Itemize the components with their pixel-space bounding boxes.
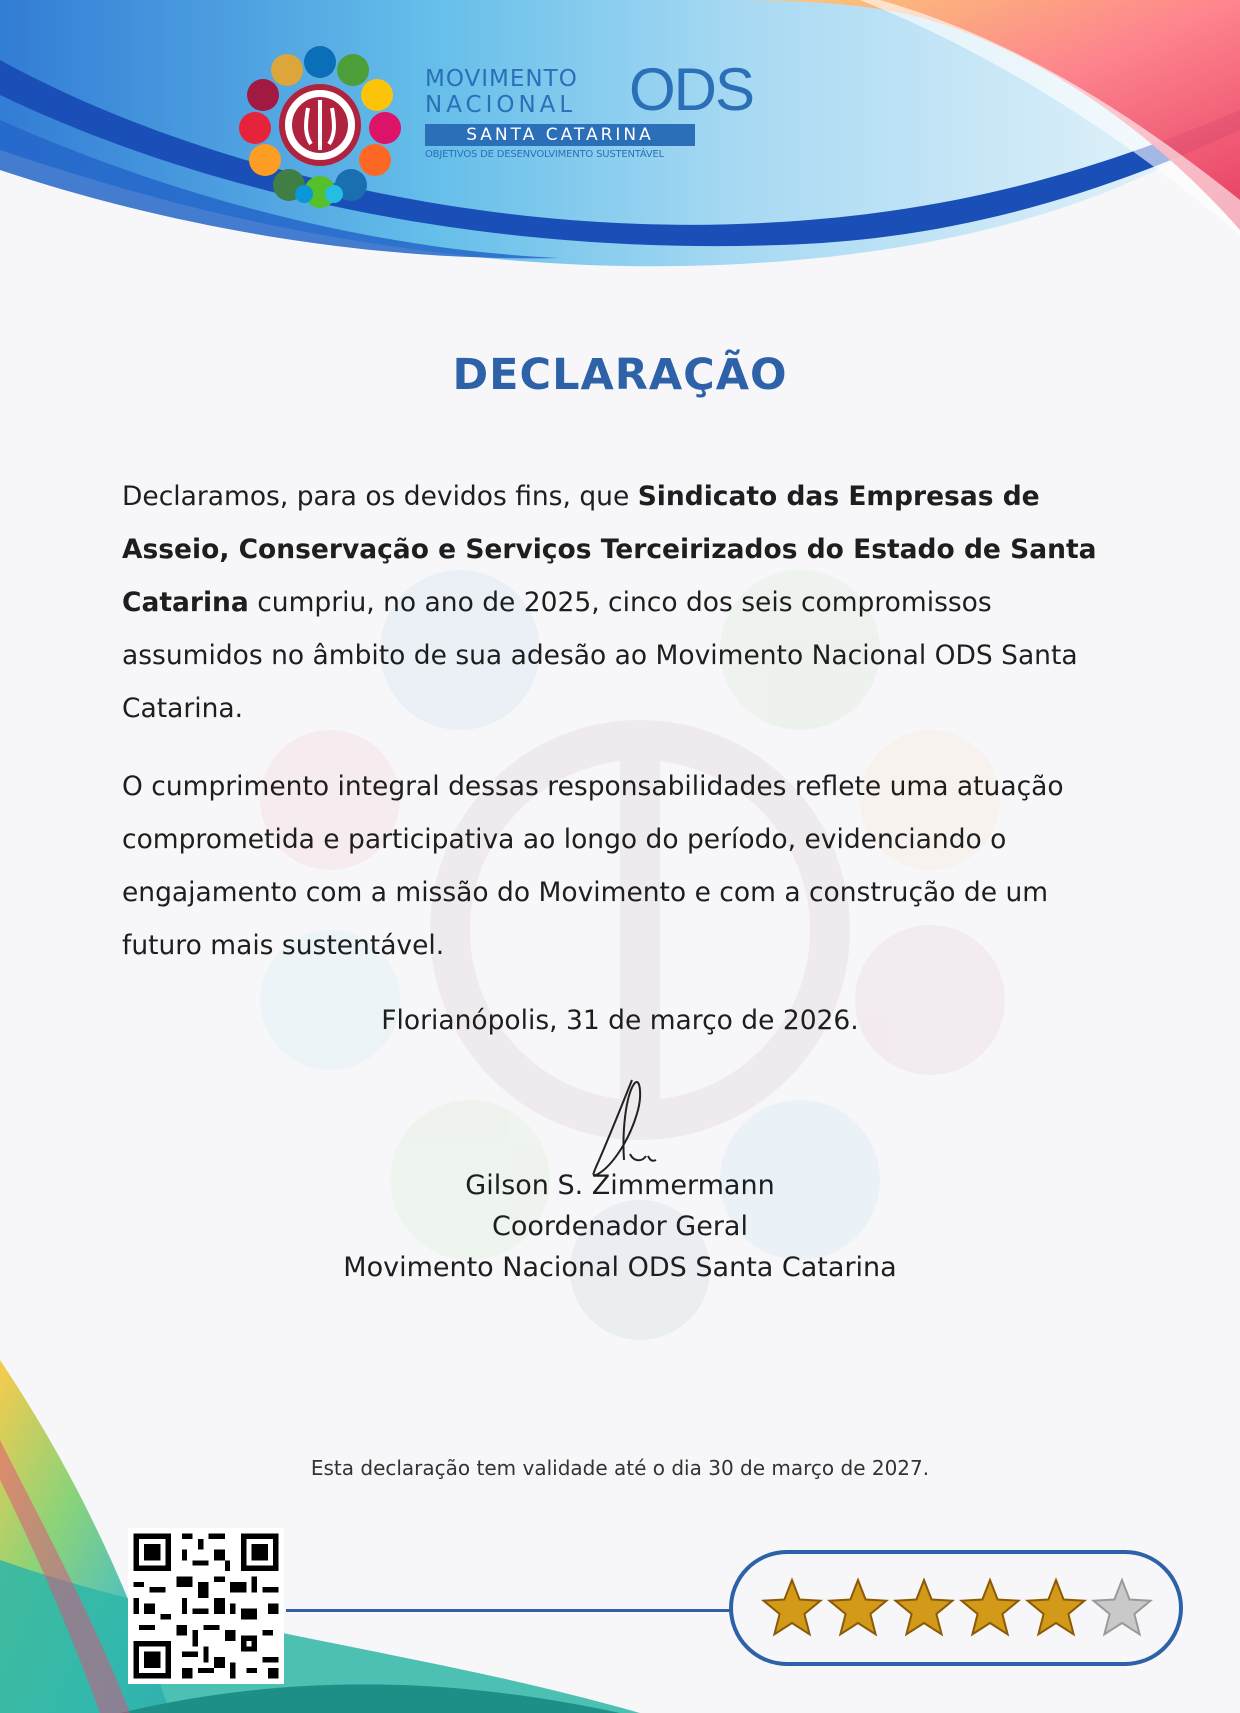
star-filled-icon xyxy=(1028,1580,1085,1634)
logo-movimento-text: MOVIMENTO xyxy=(425,66,578,92)
movement-logo xyxy=(235,40,754,210)
logo-tagline: OBJETIVOS DE DESENVOLVIMENTO SUSTENTÁVEL xyxy=(425,149,665,160)
commitment-paragraph: O cumprimento integral dessas responsabilidades reflete uma atuação comprometida e participativa ao longo do período, evidenciando o engajamento com a missão do Movimento e com a construção de um futuro mais sustentável. xyxy=(122,771,1064,961)
entity-name: Sindicato das Empresas de Asseio, Conservação e Serviços Terceirizados do Estado de Santa Catarina xyxy=(122,481,1097,618)
star-empty-icon xyxy=(1094,1580,1151,1634)
validity-notice: Esta declaração tem validade até o dia 30 de março de 2027. xyxy=(310,1456,930,1480)
ods-wheel-icon xyxy=(235,40,405,210)
logo-nacional-text: NACIONAL xyxy=(425,92,577,118)
handwritten-signature xyxy=(572,1070,672,1180)
page-title: DECLARAÇÃO xyxy=(452,350,788,400)
star-filled-icon xyxy=(830,1580,887,1634)
declaration-body: cumpriu, no ano de 2025, cinco dos seis compromissos assumidos no âmbito de sua adesão ao Movimento Nacional ODS Santa Catarina. xyxy=(122,587,1078,724)
star-filled-icon xyxy=(764,1580,821,1634)
star-filled-icon xyxy=(962,1580,1019,1634)
logo-ods-text: ODS xyxy=(629,56,754,123)
star-filled-icon xyxy=(896,1580,953,1634)
connector-line xyxy=(286,1609,732,1612)
declaration-paragraph xyxy=(122,470,1122,735)
signatory-organization: Movimento Nacional ODS Santa Catarina xyxy=(343,1252,897,1283)
star-rating xyxy=(759,1576,1159,1642)
signatory-block xyxy=(0,1165,1240,1288)
signatory-name: Gilson S. Zimmermann xyxy=(465,1170,775,1201)
logo-state-bar: SANTA CATARINA xyxy=(425,124,695,146)
signatory-role: Coordenador Geral xyxy=(492,1211,748,1242)
qr-code[interactable] xyxy=(128,1528,284,1684)
date-line: Florianópolis, 31 de março de 2026. xyxy=(381,1005,859,1036)
declaration-intro: Declaramos, para os devidos fins, que xyxy=(122,481,638,512)
